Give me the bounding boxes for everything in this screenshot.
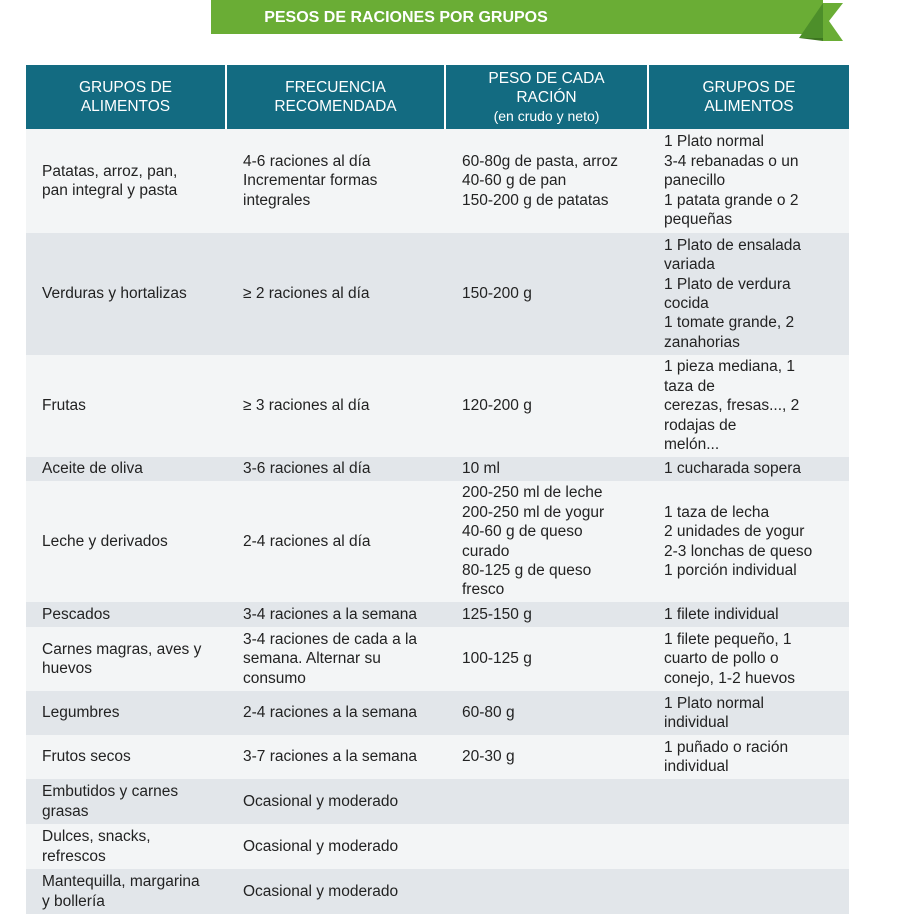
cell-frequency: 3-6 raciones al día: [243, 460, 371, 478]
table-row: [26, 824, 849, 869]
cell-weight: [446, 824, 649, 869]
cell-frequency: ≥ 2 raciones al día: [243, 285, 370, 303]
cell-portion: [649, 824, 849, 869]
header-cell-groups: GRUPOS DE ALIMENTOS: [26, 65, 227, 129]
cell-group: Leche y derivados: [42, 532, 168, 550]
cell-group: Dulces, snacks, refrescos: [42, 828, 151, 865]
cell-group: Mantequilla, margarina y bollería: [42, 873, 200, 910]
table-row: [26, 735, 849, 779]
cell-group: Embutidos y carnes grasas: [42, 783, 179, 820]
cell-frequency: 3-7 raciones a la semana: [243, 748, 418, 766]
table-row: [26, 779, 849, 824]
cell-group: Frutas: [42, 397, 86, 415]
cell-weight: 20-30 g: [462, 748, 515, 766]
header-cell-weight: PESO DE CADA RACIÓN (en crudo y neto): [446, 65, 649, 129]
cell-weight: 150-200 g: [462, 285, 532, 303]
cell-portion: 1 filete pequeño, 1 cuarto de pollo o conejo, 1-2 huevos: [664, 630, 795, 687]
table-row: [26, 457, 849, 481]
cell-frequency: Ocasional y moderado: [243, 792, 399, 810]
cell-portion: 1 puñado o ración individual: [664, 738, 789, 775]
cell-frequency: 4-6 raciones al día Incrementar formas integrales: [243, 152, 378, 209]
cell-frequency: 3-4 raciones de cada a la semana. Alternar su consumo: [243, 630, 418, 687]
cell-weight: 125-150 g: [462, 605, 532, 623]
cell-frequency: 2-4 raciones al día: [243, 532, 371, 550]
cell-weight: 10 ml: [462, 460, 500, 478]
cell-weight: 60-80 g: [462, 704, 515, 722]
cell-group: Carnes magras, aves y huevos: [42, 640, 202, 677]
cell-frequency: Ocasional y moderado: [243, 837, 399, 855]
cell-weight: [446, 869, 649, 914]
cell-portion: 1 filete individual: [664, 605, 779, 623]
cell-portion: [649, 869, 849, 914]
cell-portion: 1 Plato normal individual: [664, 694, 764, 731]
header-cell-frequency: FRECUENCIA RECOMENDADA: [227, 65, 446, 129]
cell-weight: 120-200 g: [462, 397, 532, 415]
cell-group: Frutos secos: [42, 748, 131, 766]
cell-frequency: 2-4 raciones a la semana: [243, 704, 418, 722]
cell-portion: 1 cucharada sopera: [664, 460, 802, 478]
cell-weight: [446, 779, 649, 824]
table-row: [26, 355, 849, 457]
table-row: [26, 129, 849, 233]
table-row: [26, 602, 849, 627]
cell-group: Legumbres: [42, 704, 120, 722]
header-cell-portion: GRUPOS DE ALIMENTOS: [649, 65, 849, 129]
table-row: [26, 481, 849, 602]
cell-frequency: Ocasional y moderado: [243, 882, 399, 900]
table-row: [26, 869, 849, 914]
table-row: [26, 627, 849, 691]
cell-weight: 200-250 ml de leche 200-250 ml de yogur 40-60 g de queso curado 80-125 g de queso fresco: [462, 484, 605, 599]
cell-group: Aceite de oliva: [42, 460, 143, 478]
cell-group: Pescados: [42, 605, 111, 623]
ribbon-fold-icon: [799, 3, 843, 41]
table-header: [26, 65, 849, 129]
cell-frequency: 3-4 raciones a la semana: [243, 605, 418, 623]
cell-group: Verduras y hortalizas: [42, 285, 187, 303]
table-row: [26, 233, 849, 355]
cell-portion: 1 Plato de ensalada variada 1 Plato de verdura cocida 1 tomate grande, 2 zanahorias: [664, 236, 802, 351]
cell-weight: 100-125 g: [462, 650, 532, 668]
table-row: [26, 691, 849, 735]
cell-frequency: ≥ 3 raciones al día: [243, 397, 370, 415]
table-body: [26, 129, 849, 914]
page-title: PESOS DE RACIONES POR GRUPOS: [264, 9, 548, 26]
cell-group: Patatas, arroz, pan, pan integral y pasta: [42, 162, 178, 199]
cell-portion: [649, 779, 849, 824]
cell-portion: 1 pieza mediana, 1 taza de cerezas, fresas..., 2 rodajas de melón...: [664, 358, 800, 454]
cell-portion: 1 taza de lecha 2 unidades de yogur 2-3 lonchas de queso 1 porción individual: [664, 503, 813, 579]
cell-weight: 60-80g de pasta, arroz 40-60 g de pan 150-200 g de patatas: [462, 152, 618, 209]
rations-table: [26, 65, 849, 914]
cell-portion: 1 Plato normal 3-4 rebanadas o un panecillo 1 patata grande o 2 pequeñas: [664, 133, 799, 229]
